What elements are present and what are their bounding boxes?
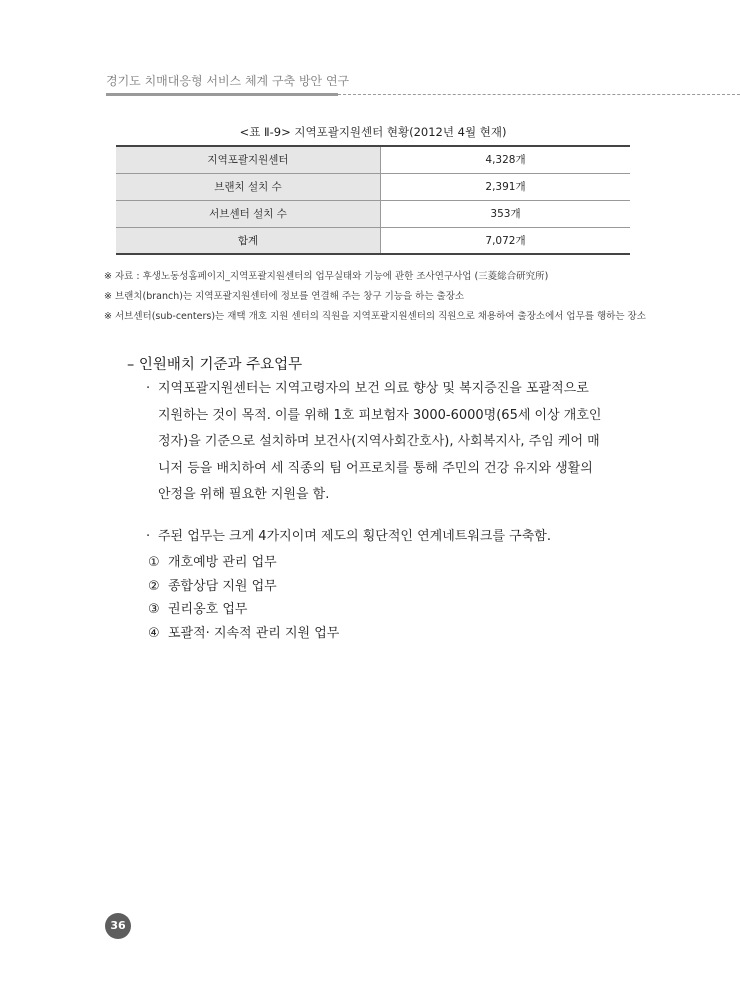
paragraph-line: 지원하는 것이 목적. 이를 위해 1호 피보험자 3000-6000명(65세 이상 개호인 bbox=[158, 407, 602, 423]
page-number-badge: 36 bbox=[105, 913, 131, 939]
header-rule-dashed bbox=[338, 94, 740, 95]
duty-list bbox=[148, 552, 339, 646]
paragraph-text: 주된 업무는 크게 4가지이며 제도의 횡단적인 연계네트워크를 구축함. bbox=[158, 529, 551, 544]
center-status-table bbox=[116, 145, 630, 255]
row-label: 합계 bbox=[116, 227, 381, 254]
section-heading: – 인원배치 기준과 주요업무 bbox=[127, 357, 303, 373]
running-header-title: 경기도 치매대응형 서비스 체계 구축 방안 연구 bbox=[106, 74, 350, 88]
list-item bbox=[148, 599, 339, 623]
table-caption: <표 Ⅱ-9> 지역포괄지원센터 현황(2012년 4월 현재) bbox=[239, 125, 507, 139]
header-rule-solid bbox=[106, 93, 338, 96]
list-number: ③ bbox=[148, 602, 160, 617]
row-value: 4,328개 bbox=[381, 146, 631, 173]
row-value: 7,072개 bbox=[381, 227, 631, 254]
paragraph-line: 정자)을 기준으로 설치하며 보건사(지역사회간호사), 사회복지사, 주임 케어 매 bbox=[158, 434, 600, 449]
list-text: 개호예방 관리 업무 bbox=[168, 555, 277, 570]
bullet-mark: · bbox=[146, 529, 151, 544]
list-text: 포괄적· 지속적 관리 지원 업무 bbox=[168, 625, 340, 641]
row-label: 브랜치 설치 수 bbox=[116, 173, 381, 200]
table-notes bbox=[104, 270, 646, 330]
row-value: 2,391개 bbox=[381, 173, 631, 200]
list-text: 권리옹호 업무 bbox=[168, 602, 248, 617]
bullet-mark: · bbox=[146, 381, 151, 396]
row-value: 353개 bbox=[381, 200, 631, 227]
list-number: ② bbox=[148, 578, 160, 594]
bullet-paragraph-duties bbox=[146, 525, 551, 549]
row-label: 지역포괄지원센터 bbox=[116, 146, 381, 173]
list-item bbox=[148, 552, 339, 576]
note-source: ※ 자료 : 후생노동성홈페이지_지역포괄지원센터의 업무실태와 기능에 관한 조사연구사업 (三菱総合研究所) bbox=[104, 271, 549, 282]
paragraph-line: 니저 등을 배치하여 세 직종의 팀 어프로치를 통해 주민의 건강 유지와 생활의 bbox=[158, 460, 593, 476]
bullet-paragraph-purpose bbox=[146, 376, 638, 509]
row-label: 서브센터 설치 수 bbox=[116, 200, 381, 227]
list-number: ④ bbox=[148, 625, 160, 641]
note-subcenter: ※ 서브센터(sub-centers)는 재택 개호 지원 센터의 직원을 지역포괄지원센터의 직원으로 채용하여 출장소에서 업무를 행하는 장소 bbox=[104, 311, 646, 322]
table-row bbox=[116, 227, 630, 254]
paragraph-line: 안정을 위해 필요한 지원을 함. bbox=[158, 487, 330, 502]
table-row bbox=[116, 146, 630, 173]
list-item bbox=[148, 623, 339, 647]
table-row bbox=[116, 173, 630, 200]
table-row bbox=[116, 200, 630, 227]
list-text: 종합상담 지원 업무 bbox=[168, 578, 277, 594]
paragraph-text: 지역포괄지원센터는 지역고령자의 보건 의료 향상 및 복지증진을 포괄적으로 bbox=[158, 381, 589, 396]
paragraph-line bbox=[146, 376, 638, 403]
list-number: ① bbox=[148, 555, 160, 570]
list-item bbox=[148, 576, 339, 600]
note-branch: ※ 브랜치(branch)는 지역포괄지원센터에 정보를 연결해 주는 창구 기능을 하는 출장소 bbox=[104, 291, 465, 302]
